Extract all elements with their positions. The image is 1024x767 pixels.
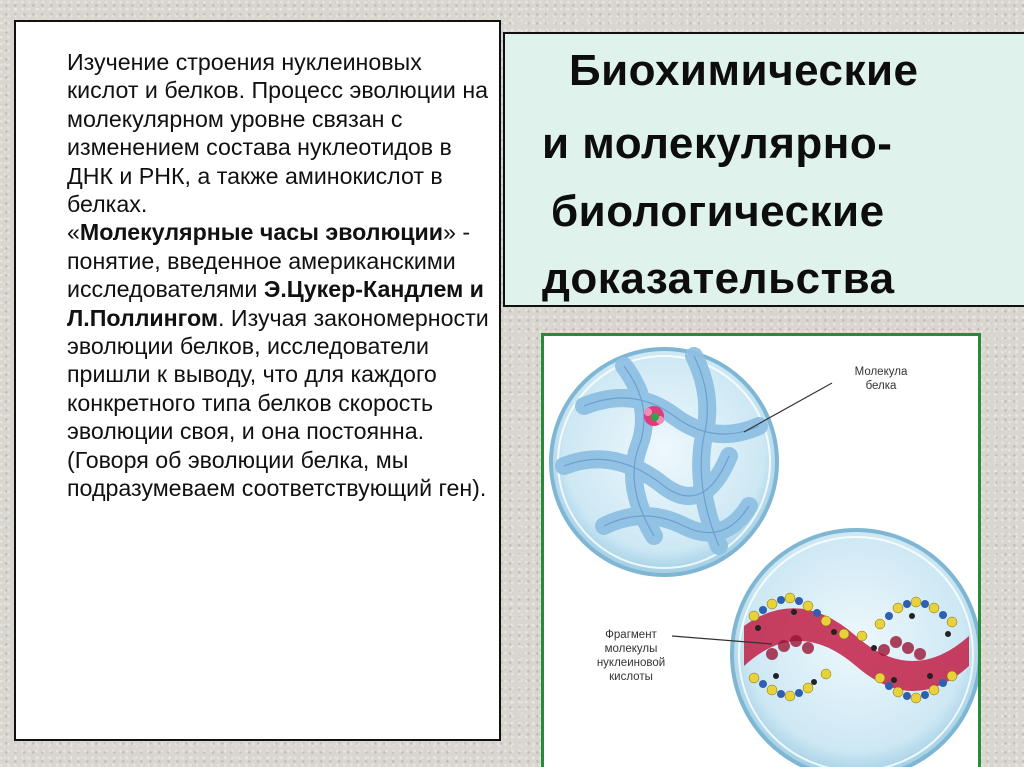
researchers-names: Э.Цукер-Кандлем и Л.Поллингом	[67, 276, 484, 331]
title-line-2: и молекулярно-	[542, 119, 893, 168]
paragraph-intro: Изучение строения нуклеиновых кислот и белков. Процесс эволюции на молекулярном уровне связан с изменением состава нуклеотидов в ДНК и РНК, а также аминокислот в белках.	[67, 49, 489, 218]
nucleic-acid-label	[576, 628, 686, 684]
title-panel	[503, 32, 1024, 307]
nucleic-label-line-4: кислоты	[609, 671, 653, 683]
body-text	[67, 48, 497, 503]
conclusion-text: . Изучая закономерности эволюции белков, исследователи пришли к выводу, что для каждого конкретного типа белков скорость эволюции своя, и она постоянна. (Говоря об эволюции белка, мы подразумеваем соответствующий ген).	[67, 304, 489, 502]
protein-label	[836, 365, 926, 393]
title-line-3: биологические	[551, 187, 885, 236]
title-line-1: Биохимические	[569, 46, 919, 95]
protein-label-line-1: Молекула	[854, 366, 908, 378]
text-panel	[14, 20, 501, 741]
molecules-illustration	[544, 336, 981, 767]
protein-label-line-2: белка	[865, 380, 897, 392]
title-line-4: доказательства	[542, 254, 895, 303]
nucleic-label-line-2: молекулы	[604, 643, 658, 655]
nucleic-label-line-3: нуклеиновой	[596, 657, 666, 669]
definition-text: » - понятие, введенное американскими исследователями	[67, 219, 471, 303]
nucleic-acid-fragment-image	[732, 530, 980, 767]
nucleic-label-line-1: Фрагмент	[605, 629, 657, 641]
illustration-panel	[541, 333, 981, 767]
term-molecular-clock: Молекулярные часы эволюции	[79, 219, 444, 246]
protein-molecule-image	[551, 349, 777, 575]
quote-open: «	[67, 219, 80, 246]
